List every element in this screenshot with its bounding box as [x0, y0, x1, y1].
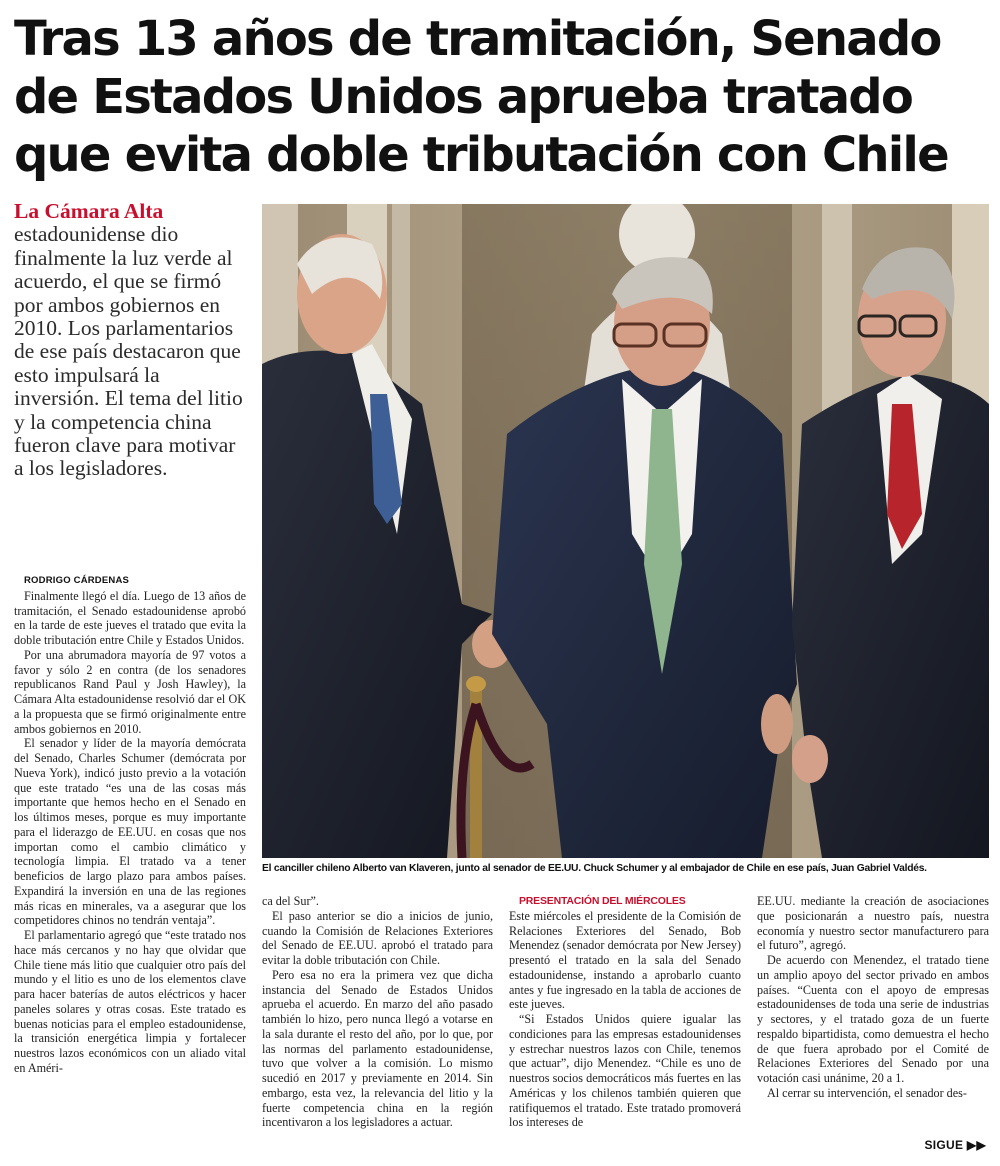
paragraph: El parlamentario agregó que “este tratado nos hace más cercanos y no hay que olvidar que Chile tiene más litio que cualquier otro país del mundo y el litio es uno de los elementos clave para hacer baterías de autos eléctricos y hacer paneles solares y otras cosas. Este tratado es buenas noticias para el empleo estadounidense, la transición energética limpia y fortalecer nuestros lazos económicos con un aliado vital en Améri- [14, 928, 246, 1075]
article-column-1 [14, 574, 246, 1076]
main-photo [262, 204, 989, 858]
paragraph: El paso anterior se dio a inicios de junio, cuando la Comisión de Relaciones Exteriores del Senado de EE.UU. aprobó el tratado para evitar la doble tributación con Chile. [262, 908, 493, 967]
paragraph: “Si Estados Unidos quiere igualar las condiciones para las empresas estadounidenses y estrechar nuestros lazos con Chile, tenemos que actuar”, dijo Menendez. “Chile es uno de nuestros socios democráticos más fuertes en las Américas y los chilenos también quieren que ratifiquemos el tratado. Este tratado promoverá los intereses de [509, 1012, 741, 1130]
paragraph: Pero esa no era la primera vez que dicha instancia del Senado de Estados Unidos aprueba el acuerdo. En marzo del año pasado también lo hizo, pero nunca llegó a votarse en la sala durante el resto del año, por lo que, por las normas del parlamento estadounidense, tuvo que volver a la comisión. Lo mismo sucedió en 2017 y previamente en 2014. Sin embargo, esta vez, la relevancia del litio y la fuerte competencia china en la región incentivaron a los legisladores a actuar. [262, 967, 493, 1130]
continue-marker: SIGUE ▶▶ [924, 1138, 986, 1152]
paragraph: EE.UU. mediante la creación de asociaciones que posicionarán a nuestro país, nuestra economía y nuestro sector manufacturero para el futuro”, agregó. [757, 894, 989, 953]
paragraph: Por una abrumadora mayoría de 97 votos a favor y sólo 2 en contra (de los senadores republicanos Rand Paul y Josh Hawley), la Cámara Alta estadounidense resolvió dar el OK a la propuesta que se firmó originalmente entre ambos gobiernos en 2010. [14, 647, 246, 736]
article-column-4 [757, 894, 989, 1101]
lead-kicker: La Cámara Alta [14, 199, 164, 223]
paragraph: El senador y líder de la mayoría demócrata del Senado, Charles Schumer (demócrata por Nueva York), indicó justo previo a la votación que este tratado “es una de las cosas más importante que hemos hecho en el Senado en los últimos meses, porque es muy importante para el liderazgo de EE.UU. en cosas que nos importan como el cambio climático y tecnología limpia. El tratado va a tener beneficios de largo plazo para ambos países. Expandirá la inversión en una de las regiones más ricas en minerales, va a asegurar que los competidores chinos no tendrán ventaja”. [14, 736, 246, 928]
paragraph: De acuerdo con Menendez, el tratado tiene un amplio apoyo del sector privado en ambos países. “Cuenta con el apoyo de empresas estadounidenses de toda una serie de industrias y sectores, y el tratado goza de un fuerte respaldo bipartidista, como demuestra el hecho de que fuera aprobado por el Comité de Relaciones Exteriores del Senado por una votación casi unánime, 20 a 1. [757, 953, 989, 1085]
headline: Tras 13 años de tramitación, Senado de Estados Unidos aprueba tratado que evita doble tributación con Chile [14, 11, 948, 183]
photo-caption: El canciller chileno Alberto van Klaveren, junto al senador de EE.UU. Chuck Schumer y al embajador de Chile en ese país, Juan Gabriel Valdés. [262, 863, 927, 874]
section-subhead: PRESENTACIÓN DEL MIÉRCOLES [519, 895, 686, 907]
byline: RODRIGO CÁRDENAS [24, 575, 130, 586]
paragraph: Este miércoles el presidente de la Comisión de Relaciones Exteriores del Senado, Bob Menendez (senador demócrata por New Jersey) presentó el tratado en la sala del Senado estadounidense, instando a aprobarlo cuanto antes y fue ingresado en la tabla de acciones de este jueves. [509, 908, 741, 1012]
paragraph: ca del Sur”. [262, 894, 319, 908]
article-column-3 [509, 894, 741, 1130]
lead-paragraph [14, 200, 246, 481]
paragraph: Al cerrar su intervención, el senador des- [767, 1085, 967, 1100]
paragraph: Finalmente llegó el día. Luego de 13 años de tramitación, el Senado estadounidense aprobó en la tarde de este jueves el tratado que evita la doble tributación entre Chile y Estados Unidos. [14, 588, 246, 647]
article-column-2 [262, 894, 493, 1130]
lead-text: estadounidense dio finalmente la luz verde al acuerdo, el que se firmó por ambos gobiernos en 2010. Los parlamentarios de ese país destacaron que esto impulsará la inversión. El tema del litio y la competencia china fueron clave para motivar a los legisladores. [14, 222, 243, 481]
